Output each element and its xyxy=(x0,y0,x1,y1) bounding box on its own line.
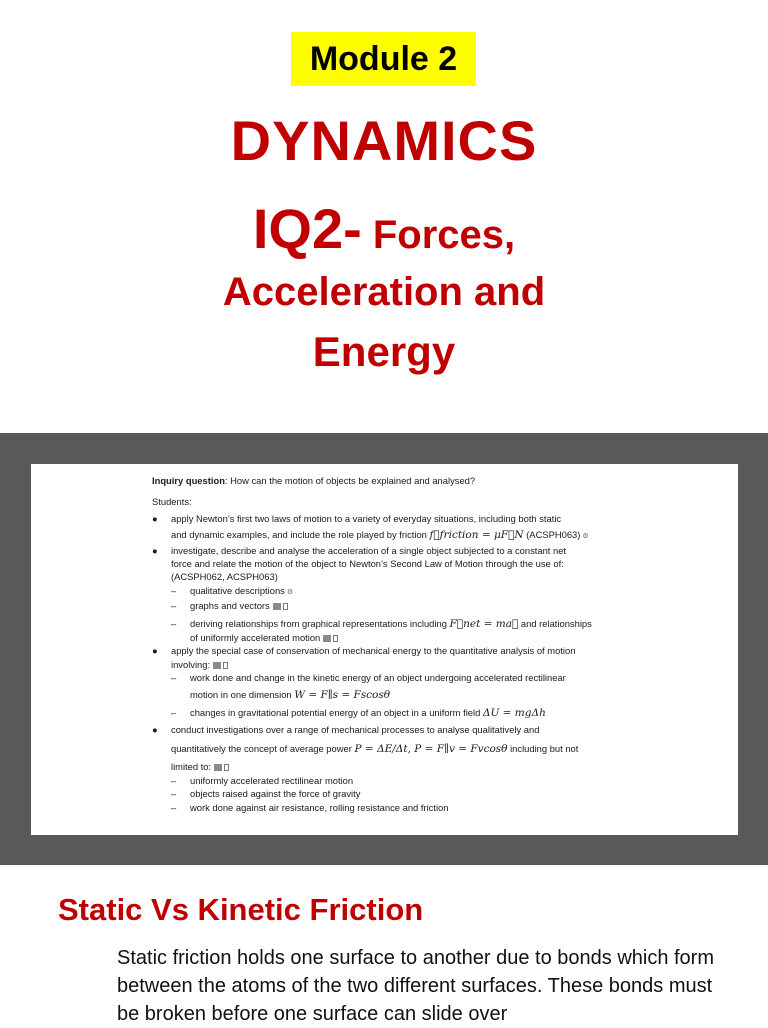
iq-suffix: Forces, xyxy=(361,213,516,257)
sub-item: – deriving relationships from graphical representations including F⃗net = ma⃗ and relationships xyxy=(171,617,592,630)
module-label: Module 2 xyxy=(309,39,458,78)
document-icon xyxy=(223,662,228,669)
bullet-2: ● investigate, describe and analyse the acceleration of a single object subjected to a constant net xyxy=(152,544,567,556)
document-icon xyxy=(224,764,229,771)
title-iq xyxy=(0,196,768,261)
capability-icon: ⚙ xyxy=(286,588,294,596)
section-heading: Static Vs Kinetic Friction xyxy=(58,892,424,927)
bullet-3: ● apply the special case of conservation of mechanical energy to the quantitative analysis of motion xyxy=(152,645,576,657)
sub-item: – changes in gravitational potential energy of an object in a uniform field ΔU = mgΔh xyxy=(171,707,546,720)
bullet-4: ● conduct investigations over a range of mechanical processes to analyse qualitatively and xyxy=(152,723,540,735)
sub-item: – uniformly accelerated rectilinear motion xyxy=(171,774,354,786)
section-paragraph: Static friction holds one surface to another due to bonds which form between the atoms of the two different surfaces. These bonds must be broken before one surface can slide over xyxy=(117,947,715,1025)
subtitle-line2: Energy xyxy=(312,328,456,375)
sub-item: – objects raised against the force of gravity xyxy=(171,788,361,800)
sub-item: – work done and change in the kinetic energy of an object undergoing accelerated rectilinear xyxy=(171,672,566,684)
inquiry-question: Inquiry question: How can the motion of objects be explained and analysed? xyxy=(152,475,476,486)
sub-item: – work done against air resistance, rolling resistance and friction xyxy=(171,801,449,813)
capability-icon: ⚙ xyxy=(582,533,589,541)
document-icon xyxy=(283,603,288,610)
subtitle-line1: Acceleration and xyxy=(222,270,546,314)
bullet-1: ● apply Newton’s first two laws of motion to a variety of everyday situations, including both static xyxy=(152,512,562,524)
sub-item: – qualitative descriptions ⚙ xyxy=(152,584,632,599)
calculator-icon xyxy=(214,764,222,771)
calculator-icon xyxy=(323,635,331,642)
document-icon xyxy=(333,635,338,642)
module-badge xyxy=(291,32,476,86)
calculator-icon xyxy=(213,662,221,669)
title-dynamics: DYNAMICS xyxy=(230,109,538,172)
sub-item: – graphs and vectors xyxy=(152,599,632,612)
syllabus-content: Inquiry question: How can the motion of objects be explained and analysed? Students: ● apply Newton’s first two laws of motion to a variety of everyday situations, including both static and dynamic examples, and include the role played by friction f⃗friction = μF⃗N (ACSPH063) ⚙ ● investigate, describe and analyse the acceleration of a single object subjected to a constant net force and relate the motion of the object to Newton’s Second Law of Motion through the use of: (ACSPH062, ACSPH063) – qualitative descriptions ⚙ – graphs and vectors – deriving relationships from graphical representations including F⃗net = ma⃗ and relationships of uniformly accelerated motion ● apply the special case of conservation of mechanical energy to the quantitative analysis of motion involving: – work done and change in the kinetic energy of an object undergoing accelerated rectilinear motion in one dimension W = F∥s = Fscosθ – changes in gravitational potential energy of an object in a uniform field ΔU = mgΔh ● conduct investigations over a range of mechanical processes to analyse qualitatively and quantitatively the concept of average power P = ΔE/Δt, P = F∥v = Fvcosθ including but not limited to: – uniformly accelerated rectilinear motion – objects raised against the force of gravity – work done against air resistance, rolling resistance and friction xyxy=(152,474,632,814)
iq-prefix: IQ2- xyxy=(252,197,362,260)
students-label: Students: xyxy=(152,496,192,508)
calculator-icon xyxy=(273,603,281,610)
syllabus-document xyxy=(31,464,738,835)
